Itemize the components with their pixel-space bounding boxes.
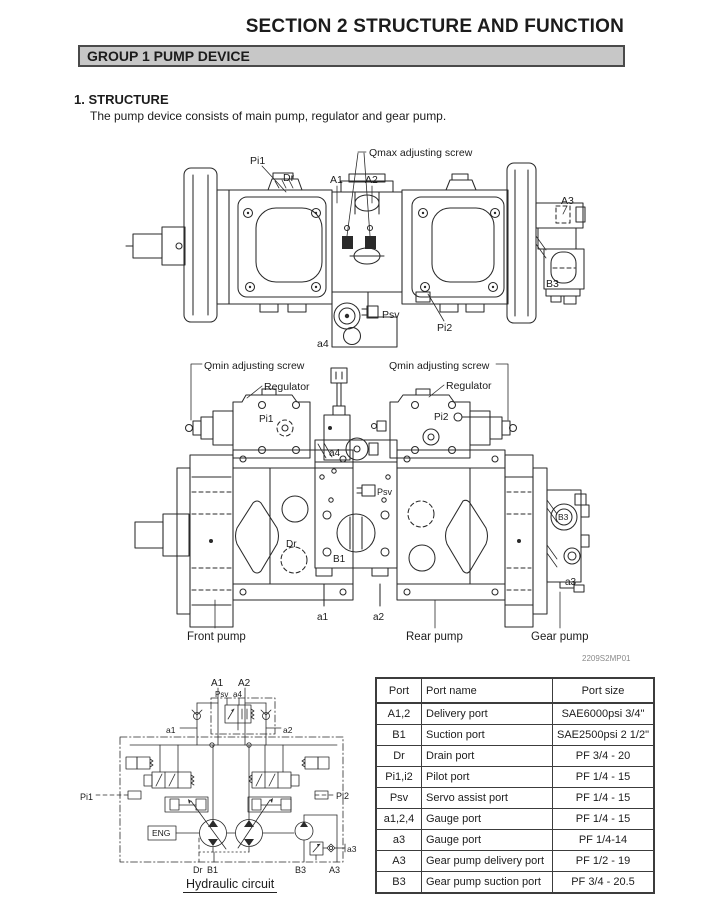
label-psv: Psv <box>215 690 229 699</box>
label-pi2: Pi2 <box>434 412 449 423</box>
table-row <box>376 830 654 851</box>
port-table <box>375 677 655 894</box>
cell-port-name: Gear pump delivery port <box>422 851 553 872</box>
cell-port-name: Gauge port <box>422 809 553 830</box>
label-a4: a4 <box>233 690 242 699</box>
circuit-caption: Hydraulic circuit <box>183 877 277 893</box>
side-view-leaders <box>262 152 567 321</box>
label-dr: Dr <box>193 865 203 875</box>
label-a3-delivery: A3 <box>329 865 341 875</box>
cell-port-size: PF 1/4 - 15 <box>553 767 655 788</box>
figure-code: 2209S2MP01 <box>582 654 631 663</box>
label-pi2: Pi2 <box>336 791 350 801</box>
pump-top-view-diagram <box>118 352 610 648</box>
cell-port-name: Gauge port <box>422 830 553 851</box>
table-row <box>376 767 654 788</box>
structure-heading: 1. STRUCTURE <box>74 92 169 107</box>
cell-port-size: PF 1/2 - 19 <box>553 851 655 872</box>
header-port-name: Port name <box>422 678 553 703</box>
cell-port-size: PF 3/4 - 20.5 <box>553 872 655 894</box>
cell-port-size: SAE6000psi 3/4" <box>553 703 655 725</box>
pump-side-view-diagram <box>122 140 604 352</box>
cell-port-size: PF 3/4 - 20 <box>553 746 655 767</box>
label-a1: A1 <box>330 174 343 186</box>
label-b3: B3 <box>558 512 569 522</box>
label-qmin-adjusting-screw-right: Qmin adjusting screw <box>389 360 490 372</box>
cell-port: Pi1,i2 <box>376 767 422 788</box>
label-dr: Dr <box>283 172 295 184</box>
cell-port-name: Delivery port <box>422 703 553 725</box>
cell-port: a3 <box>376 830 422 851</box>
label-regulator-right: Regulator <box>446 380 492 392</box>
label-a2-delivery: A2 <box>238 678 251 689</box>
label-a3-gauge: a3 <box>347 844 357 854</box>
label-a1-gauge: a1 <box>166 725 176 735</box>
label-eng: ENG <box>152 828 171 838</box>
table-row <box>376 851 654 872</box>
label-regulator-left: Regulator <box>264 381 310 393</box>
cell-port-size: PF 1/4 - 15 <box>553 809 655 830</box>
label-b3: B3 <box>295 865 307 875</box>
cell-port-name: Pilot port <box>422 767 553 788</box>
label-pi1: Pi1 <box>250 155 266 167</box>
table-row <box>376 788 654 809</box>
cell-port-size: PF 1/4 - 15 <box>553 788 655 809</box>
table-row <box>376 725 654 746</box>
label-a3: a3 <box>565 577 577 588</box>
top-view-drawing <box>135 368 589 627</box>
side-view-drawing <box>126 163 585 347</box>
label-a2: a2 <box>373 612 385 623</box>
cell-port: Dr <box>376 746 422 767</box>
label-rear-pump: Rear pump <box>406 631 463 643</box>
label-pi1: Pi1 <box>80 792 94 802</box>
cell-port: Psv <box>376 788 422 809</box>
label-gear-pump: Gear pump <box>531 631 589 643</box>
cell-port-name: Suction port <box>422 725 553 746</box>
cell-port: A3 <box>376 851 422 872</box>
label-qmin-adjusting-screw-left: Qmin adjusting screw <box>204 360 305 372</box>
label-front-pump: Front pump <box>187 631 246 643</box>
label-pi1: Pi1 <box>259 414 274 425</box>
label-qmax-adjusting-screw: Qmax adjusting screw <box>369 147 473 159</box>
label-a1: a1 <box>317 612 329 623</box>
cell-port-name: Servo assist port <box>422 788 553 809</box>
label-psv: Psv <box>377 487 393 497</box>
label-a2: A2 <box>365 174 378 186</box>
cell-port-size: PF 1/4-14 <box>553 830 655 851</box>
label-a4: a4 <box>317 338 329 350</box>
table-row <box>376 809 654 830</box>
label-a4: a4 <box>329 448 341 459</box>
header-port-size: Port size <box>553 678 655 703</box>
hydraulic-circuit-diagram <box>70 665 370 905</box>
cell-port: B3 <box>376 872 422 894</box>
group-header: GROUP 1 PUMP DEVICE <box>78 45 625 67</box>
header-port: Port <box>376 678 422 703</box>
section-title: SECTION 2 STRUCTURE AND FUNCTION <box>245 16 624 37</box>
cell-port-size: SAE2500psi 2 1/2" <box>553 725 655 746</box>
table-row <box>376 872 654 894</box>
structure-paragraph: The pump device consists of main pump, regulator and gear pump. <box>90 109 447 123</box>
label-a1-delivery: A1 <box>211 678 224 689</box>
label-b3: B3 <box>546 278 559 290</box>
label-dr: Dr <box>286 539 297 550</box>
table-row <box>376 703 654 725</box>
cell-port: B1 <box>376 725 422 746</box>
label-psv: Psv <box>382 309 400 321</box>
circuit-drawing <box>96 688 345 862</box>
cell-port-name: Gear pump suction port <box>422 872 553 894</box>
cell-port: A1,2 <box>376 703 422 725</box>
label-b1: B1 <box>207 865 219 875</box>
label-a2-gauge: a2 <box>283 725 293 735</box>
table-header-row <box>376 678 654 703</box>
label-b1: B1 <box>333 554 346 565</box>
label-pi2: Pi2 <box>437 322 453 334</box>
cell-port-name: Drain port <box>422 746 553 767</box>
table-row <box>376 746 654 767</box>
cell-port: a1,2,4 <box>376 809 422 830</box>
label-a3: A3 <box>561 195 574 207</box>
